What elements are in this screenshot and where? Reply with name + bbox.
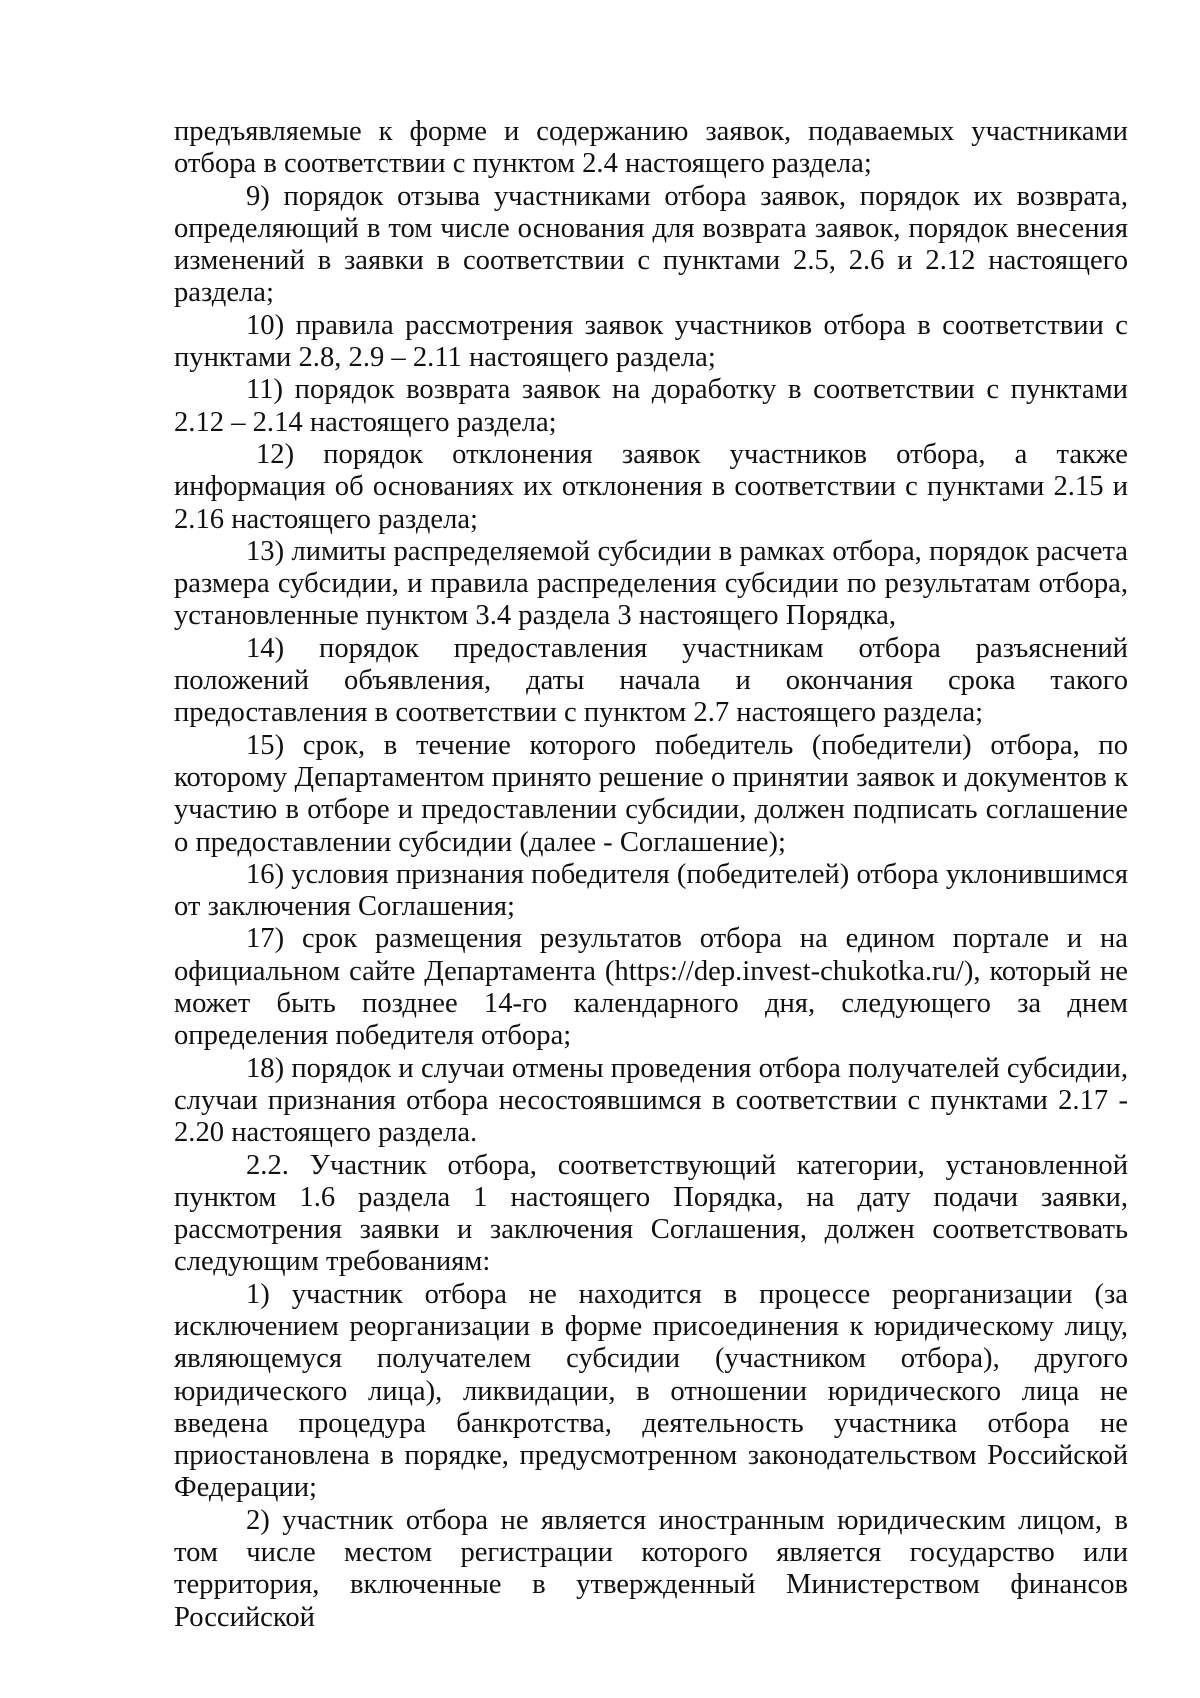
paragraph-requirement-1: 1) участник отбора не находится в процессе реорганизации (за исключением реорганизации в форме присоединения к юридическому лицу, являющемуся получателем субсидии (участником отбора), другого юридического лица), ликвидации, в отношении юридического лица не введена процедура банкротства, деятельность участника отбора не приостановлена в порядке, предусмотренном законодательством Российской Федерации; xyxy=(174,1278,1128,1504)
paragraph-requirement-2: 2) участник отбора не является иностранным юридическим лицом, в том числе местом регистрации которого является государство или территория, включенные в утвержденный Министерством финансов Российской xyxy=(174,1504,1128,1633)
paragraph-item-14: 14) порядок предоставления участникам отбора разъяснений положений объявления, даты начала и окончания срока такого предоставления в соответствии с пунктом 2.7 настоящего раздела; xyxy=(174,632,1128,729)
paragraph-item-12: 12) порядок отклонения заявок участников отбора, а также информация об основаниях их отклонения в соответствии с пунктами 2.15 и 2.16 настоящего раздела; xyxy=(174,438,1128,535)
paragraph-item-17: 17) срок размещения результатов отбора на едином портале и на официальном сайте Департамента (https://dep.invest-chukotka.ru/), который не может быть позднее 14-го календарного дня, следующего за днем определения победителя отбора; xyxy=(174,923,1128,1052)
paragraph-item-16: 16) условия признания победителя (победителей) отбора уклонившимся от заключения Соглашения; xyxy=(174,858,1128,923)
paragraph-item-13: 13) лимиты распределяемой субсидии в рамках отбора, порядок расчета размера субсидии, и правила распределения субсидии по результатам отбора, установленные пунктом 3.4 раздела 3 настоящего Порядка, xyxy=(174,535,1128,632)
paragraph-item-10: 10) правила рассмотрения заявок участников отбора в соответствии с пунктами 2.8, 2.9 – 2.11 настоящего раздела; xyxy=(174,309,1128,374)
paragraph-item-11: 11) порядок возврата заявок на доработку в соответствии с пунктами 2.12 – 2.14 настоящего раздела; xyxy=(174,374,1128,438)
document-page xyxy=(174,116,1128,1634)
paragraph-item-9: 9) порядок отзыва участниками отбора заявок, порядок их возврата, определяющий в том числе основания для возврата заявок, порядок внесения изменений в заявки в соответствии с пунктами 2.5, 2.6 и 2.12 настоящего раздела; xyxy=(174,180,1128,309)
paragraph-continuation: предъявляемые к форме и содержанию заявок, подаваемых участниками отбора в соответствии с пунктом 2.4 настоящего раздела; xyxy=(174,116,1128,180)
paragraph-item-18: 18) порядок и случаи отмены проведения отбора получателей субсидии, случаи признания отбора несостоявшимся в соответствии с пунктами 2.17 - 2.20 настоящего раздела. xyxy=(174,1052,1128,1149)
paragraph-item-15: 15) срок, в течение которого победитель (победители) отбора, по которому Департаментом принято решение о принятии заявок и документов к участию в отборе и предоставлении субсидии, должен подписать соглашение о предоставлении субсидии (далее - Соглашение); xyxy=(174,729,1128,858)
paragraph-section-2-2: 2.2. Участник отбора, соответствующий категории, установленной пунктом 1.6 раздела 1 настоящего Порядка, на дату подачи заявки, рассмотрения заявки и заключения Соглашения, должен соответствовать следующим требованиям: xyxy=(174,1149,1128,1278)
